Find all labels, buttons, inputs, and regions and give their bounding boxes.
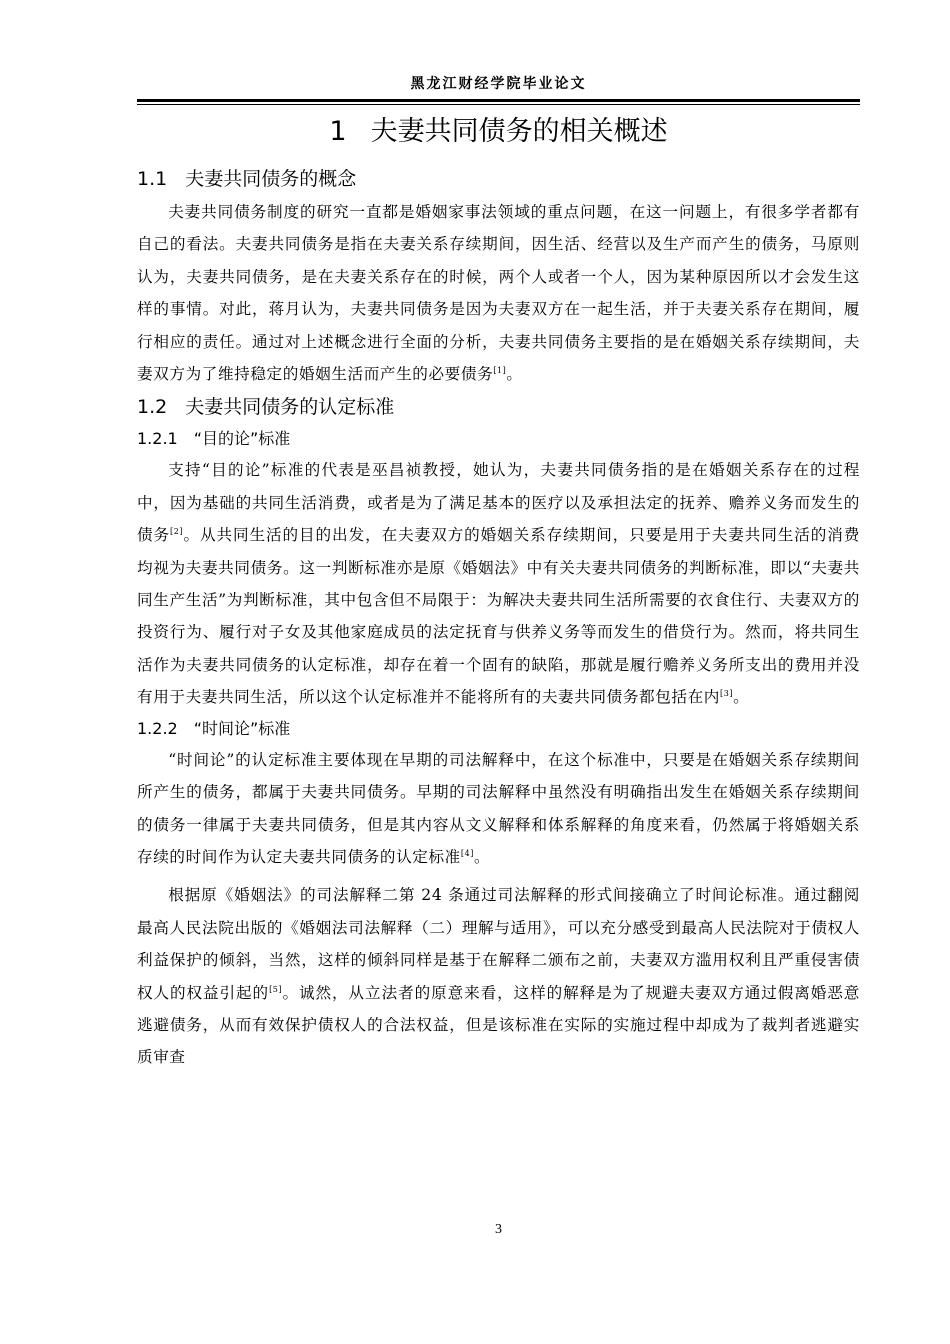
paragraph-judicial-interpretation <box>137 879 860 1073</box>
paragraph-text: 夫妻共同债务制度的研究一直都是婚姻家事法领域的重点问题，在这一问题上，有很多学者都有自己的看法。夫妻共同债务是指在夫妻关系存续期间，因生活、经营以及生产而产生的债务，马原则认为，夫妻共同债务，是在夫妻关系存在的时候，两个人或者一个人，因为某种原因所以才会发生这样的事情。对此，蒋月认为，夫妻共同债务是因为夫妻双方在一起生活，并于夫妻关系存在期间，履行相应的责任。通过对上述概念进行全面的分析，夫妻共同债务主要指的是在婚姻关系存续期间，夫妻双方为了维持稳定的婚姻生活而产生的必要债务 <box>137 203 860 384</box>
subsection-heading-1-2-2 <box>137 714 860 744</box>
section-heading-1-2 <box>137 390 860 424</box>
paragraph-text-end: 。 <box>506 365 523 384</box>
subsection-number: 1.2.2 <box>137 718 178 738</box>
page-body <box>137 108 860 1074</box>
section-number: 1.1 <box>137 168 168 190</box>
paragraph-text-end: 。 <box>474 847 491 866</box>
citation-ref: [2] <box>170 527 184 537</box>
paragraph-text: “时间论”的认定标准主要体现在早期的司法解释中，在这个标准中，只要是在婚姻关系存续期间所产生的债务，都属于夫妻共同债务。早期的司法解释中虽然没有明确指出发生在婚姻关系存续期间的债务一律属于夫妻共同债务，但是其内容从文义解释和体系解释的角度来看，仍然属于将婚姻关系存续的时间作为认定夫妻共同债务的认定标准 <box>137 750 860 866</box>
section-heading-1-1 <box>137 162 860 196</box>
paragraph-purpose-theory <box>137 454 860 713</box>
paragraph-text: 根据原《婚姻法》的司法解释二第 24 条通过司法解释的形式间接确立了时间论标准。通过翻阅最高人民法院出版的《婚姻法司法解释（二）理解与适用》，可以充分感受到最高人民法院对于债权人利益保护的倾斜，当然，这样的倾斜同样是基于在解释二颁布之前，夫妻双方滥用权利且严重侵害债权人的权益引起的 <box>137 886 860 1002</box>
section-title: 夫妻共同债务的概念 <box>185 168 357 190</box>
paragraph-text: 。从共同生活的目的出发，在夫妻双方的婚姻关系存续期间，只要是用于夫妻共同生活的消费均视为夫妻共同债务。这一判断标准亦是原《婚姻法》中有关夫妻共同债务的判断标准，即以“夫妻共同生产生活”为判断标准，其中包含但不局限于：为解决夫妻共同生活所需要的衣食住行、夫妻双方的投资行为、履行对子女及其他家庭成员的法定抚育与供养义务等而发生的借贷行为。然而，将共同生活作为夫妻共同债务的认定标准，却存在着一个固有的缺陷，那就是履行赡养义务所支出的费用并没有用于夫妻共同生活，所以这个认定标准并不能将所有的夫妻共同债务都包括在内 <box>137 526 861 707</box>
subsection-heading-1-2-1 <box>137 424 860 454</box>
header-rule-thick <box>137 99 860 102</box>
chapter-title-text: 夫妻共同债务的相关概述 <box>370 116 668 147</box>
subsection-title: “目的论”标准 <box>193 429 291 449</box>
citation-ref: [3] <box>719 689 734 699</box>
subsection-number: 1.2.1 <box>137 429 178 449</box>
citation-ref: [1] <box>493 365 507 375</box>
page-number: 3 <box>495 1222 502 1237</box>
section-number: 1.2 <box>137 396 168 419</box>
paragraph-concept <box>137 196 860 390</box>
chapter-title <box>137 108 860 156</box>
section-title: 夫妻共同债务的认定标准 <box>185 396 395 419</box>
citation-ref: [4] <box>460 848 475 858</box>
citation-ref: [5] <box>269 984 283 994</box>
paragraph-text-end: 。 <box>733 688 750 707</box>
paragraph-text: 支持“目的论”标准的代表是巫昌祯教授，她认为，夫妻共同债务指的是在婚姻关系存在的过程中，因为基础的共同生活消费，或者是为了满足基本的医疗以及承担法定的抚养、赡养义务而发生的债务 <box>137 461 860 545</box>
running-header: 黑龙江财经学院毕业论文 <box>410 76 587 92</box>
header-rule-thin <box>137 104 860 105</box>
paragraph-time-theory <box>137 744 860 874</box>
paragraph-text: 。诚然，从立法者的原意来看，这样的解释是为了规避夫妻双方通过假离婚恶意逃避债务，从而有效保护债权人的合法权益，但是该标准在实际的实施过程中却成为了裁判者逃避实质审查 <box>137 983 860 1067</box>
subsection-title: “时间论”标准 <box>193 718 291 738</box>
chapter-number: 1 <box>329 116 347 147</box>
